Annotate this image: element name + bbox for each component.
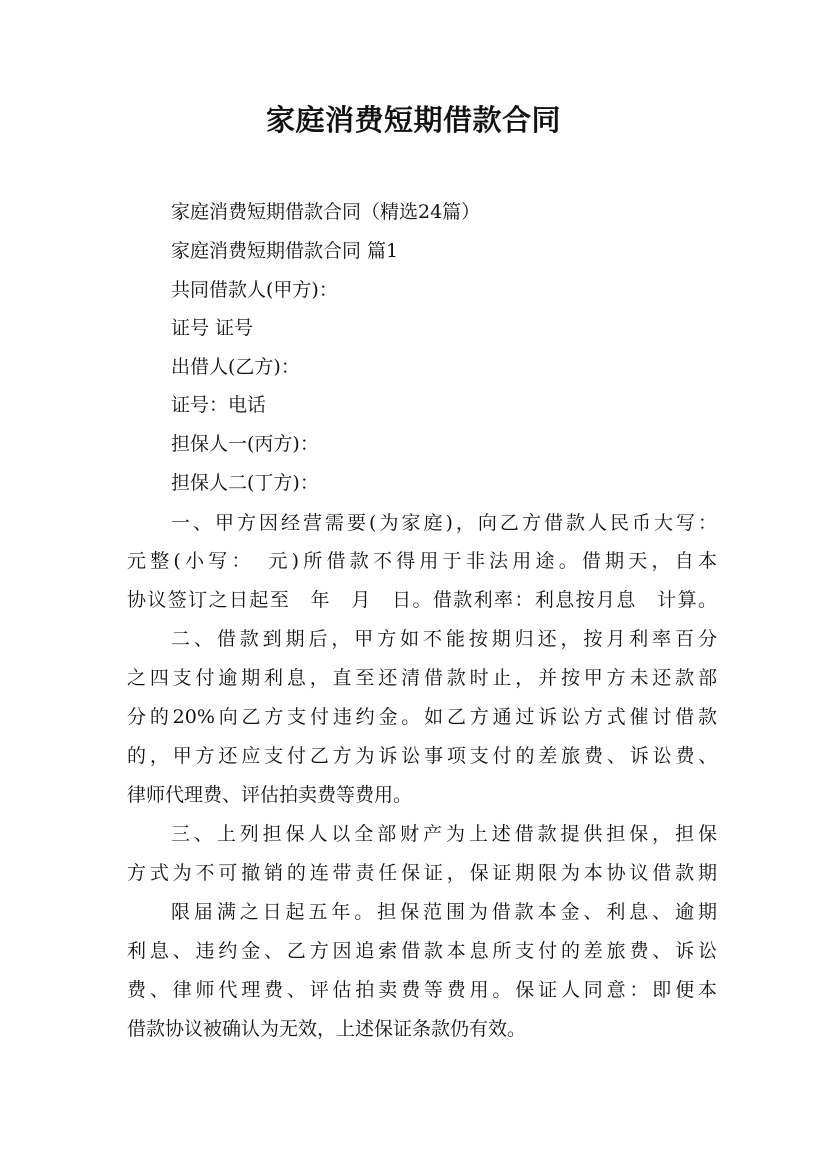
guarantor-one-line: 担保人一(丙方)： [171,433,319,455]
borrower-line: 共同借款人(甲方)： [171,279,338,301]
guarantor-two-line: 担保人二(丁方)： [171,472,319,494]
lender-id-line: 证号：电话 [171,394,267,416]
clause-one-line-1: 一、甲方因经营需要(为家庭)，向乙方借款人民币大写： [171,512,717,534]
clause-three-line-1: 三、上列担保人以全部财产为上述借款提供担保，担保 [171,823,717,845]
clause-two-line-3: 分的20%向乙方支付违约金。如乙方通过诉讼方式催讨借款 [127,706,717,728]
borrower-id-line: 证号 证号 [171,317,254,339]
clause-three-line-2: 方式为不可撤销的连带责任保证，保证期限为本协议借款期 [127,862,717,884]
lender-line: 出借人(乙方)： [171,356,300,378]
clause-two-line-2: 之四支付逾期利息，直至还清借款时止，并按甲方未还款部 [127,667,717,689]
clause-one-line-3: 协议签订之日起至 年 月 日。借款利率：利息按月息 计算。 [127,589,717,611]
clause-three-line-6: 借款协议被确认为无效，上述保证条款仍有效。 [127,1018,527,1040]
subtitle-line: 家庭消费短期借款合同（精选24篇） [171,201,481,223]
clause-two-line-1: 二、借款到期后，甲方如不能按期归还，按月利率百分 [171,628,717,650]
clause-two-line-4: 的，甲方还应支付乙方为诉讼事项支付的差旅费、诉讼费、 [127,745,717,767]
clause-two-line-5: 律师代理费、评估拍卖费等费用。 [127,784,413,806]
clause-three-line-5: 费、律师代理费、评估拍卖费等费用。保证人同意：即便本 [127,979,717,1001]
clause-three-line-3: 限届满之日起五年。担保范围为借款本金、利息、逾期 [171,901,717,923]
document-title: 家庭消费短期借款合同 [265,103,561,137]
clause-one-line-2: 元整(小写： 元)所借款不得用于非法用途。借期天，自本 [127,550,717,572]
chapter-heading: 家庭消费短期借款合同 篇1 [171,240,399,262]
clause-three-line-4: 利息、违约金、乙方因追索借款本息所支付的差旅费、诉讼 [127,940,717,962]
